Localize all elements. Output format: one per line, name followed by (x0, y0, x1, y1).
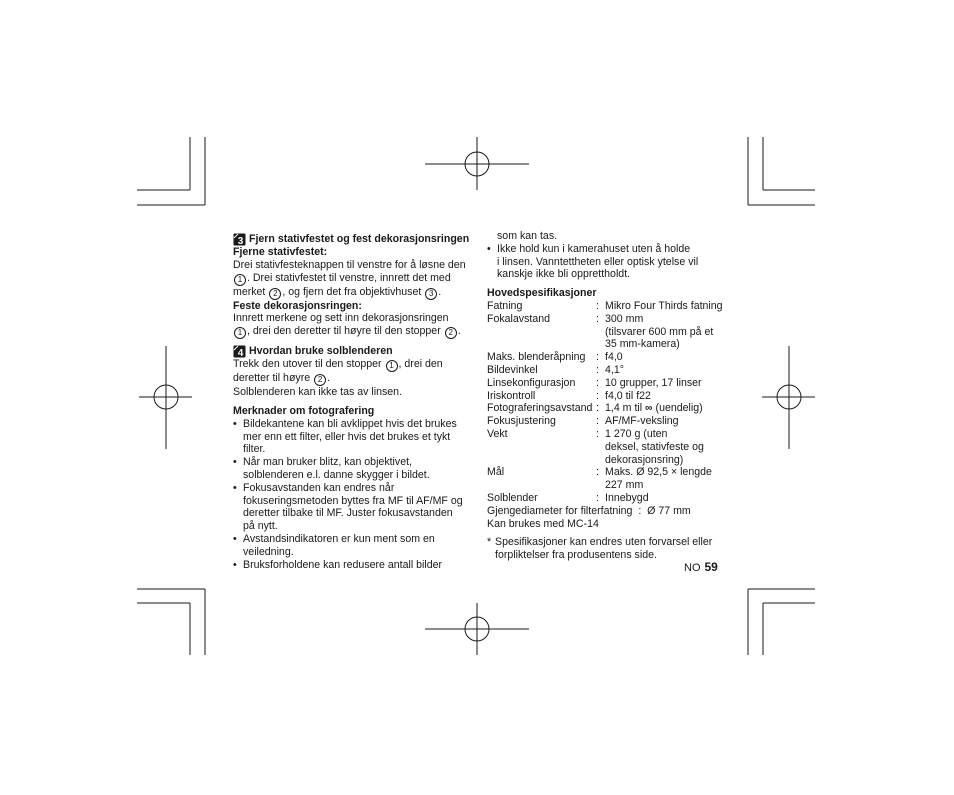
section-3-heading (233, 233, 473, 246)
footnote-star: * (487, 536, 492, 549)
table-row: Maks. blenderåpning : f4,0 (487, 351, 623, 364)
svg-text:3: 3 (237, 236, 244, 246)
notes-list-continued (487, 230, 727, 281)
list-item: • Bruksforholdene kan redusere antall bilder (233, 559, 473, 572)
table-row: Linsekonfigurasjon : 10 grupper, 17 linser (487, 376, 702, 389)
step-circle-3: 3 (425, 288, 437, 300)
step-circle-1: 1 (386, 360, 398, 372)
table-row: Vekt : 1 270 g (uten deksel, stativfeste og dekorasjonsring) (487, 427, 704, 466)
table-row: Bildevinkel : 4,1° (487, 363, 624, 376)
section-3-title: Fjern stativfestet og fest dekorasjonsringen (249, 233, 470, 246)
section-4-heading (233, 345, 473, 358)
svg-text:4: 4 (237, 348, 244, 359)
page-number (684, 560, 718, 574)
step-circle-1: 1 (234, 327, 246, 339)
list-item: • Bildekantene kan bli avklippet hvis det brukes mer enn ett filter, eller hvis det brukes et tykt filter. (233, 418, 473, 456)
table-row: Fokalavstand : 300 mm (tilsvarer 600 mm på et 35 mm-kamera) (487, 312, 714, 351)
list-item: • Ikke hold kun i kamerahuset uten å holde i linsen. Vanntettheten eller optisk ytelse vil kanskje ikke bli opprettholdt. (487, 243, 727, 281)
notes-heading: Merknader om fotografering (233, 404, 375, 417)
filter-diameter-line: Gjengediameter for filterfatning : Ø 77 mm (487, 504, 691, 517)
specs-heading: Hovedspesifikasjoner (487, 287, 597, 300)
infinity-symbol: ∞ (645, 402, 653, 415)
right-column (487, 230, 727, 562)
lens-hood-text: Trekk den utover til den stopper 1 , drei den deretter til høyre 2 . Solblenderen kan ikke tas av linsen. (233, 358, 443, 399)
step-circle-2: 2 (445, 327, 457, 339)
language-code: NO (684, 562, 701, 574)
notes-list (233, 418, 473, 572)
attach-ring-text: Innrett merkene og sett inn dekorasjonsringen 1 , drei den deretter til høyre til den stopper 2 . (233, 312, 461, 338)
table-row: Fatning : Mikro Four Thirds fatning (487, 299, 723, 312)
table-row: Iriskontroll : f4,0 til f22 (487, 389, 651, 402)
remove-tripod-text: Drei stativfesteknappen til venstre for å løsne den 1 . Drei stativfestet til venstre, innrett det med merket 2 , og fjern det fra objektivhuset 3 . (233, 258, 466, 298)
section-4-title: Hvordan bruke solblenderen (249, 345, 393, 358)
left-column (233, 233, 473, 571)
page-number-value: 59 (704, 560, 718, 574)
table-row: Solblender : Innebygd (487, 491, 649, 504)
list-item: • Fokusavstanden kan endres når fokuseringsmetoden byttes fra MF til AF/MF og deretter tilbake til MF. Juster fokusavstanden på nytt. (233, 482, 473, 533)
attach-ring-subheading: Feste dekorasjonsringen: (233, 299, 362, 312)
step-circle-2: 2 (314, 374, 326, 386)
list-item: • Når man bruker blitz, kan objektivet, solblenderen e.l. danne skygger i bildet. (233, 456, 473, 482)
mc14-line: Kan brukes med MC-14 (487, 517, 599, 530)
table-row: Mål : Maks. Ø 92,5 × lengde 227 mm (487, 466, 712, 492)
step-4-icon (233, 345, 246, 358)
list-item: som kan tas. (497, 230, 558, 242)
remove-tripod-subheading: Fjerne stativfestet: (233, 246, 328, 258)
footnote: * Spesifikasjoner kan endres uten forvarsel eller forpliktelser fra produsentens side. (487, 536, 713, 562)
step-circle-1: 1 (234, 274, 246, 286)
step-3-icon (233, 233, 246, 246)
table-row: Fokusjustering : AF/MF-veksling (487, 415, 679, 428)
step-circle-2: 2 (269, 288, 281, 300)
specs-table (487, 300, 727, 505)
table-row: Fotograferingsavstand : 1,4 m til ∞ (uendelig) (487, 402, 703, 415)
list-item: • Avstandsindikatoren er kun ment som en veiledning. (233, 533, 473, 559)
